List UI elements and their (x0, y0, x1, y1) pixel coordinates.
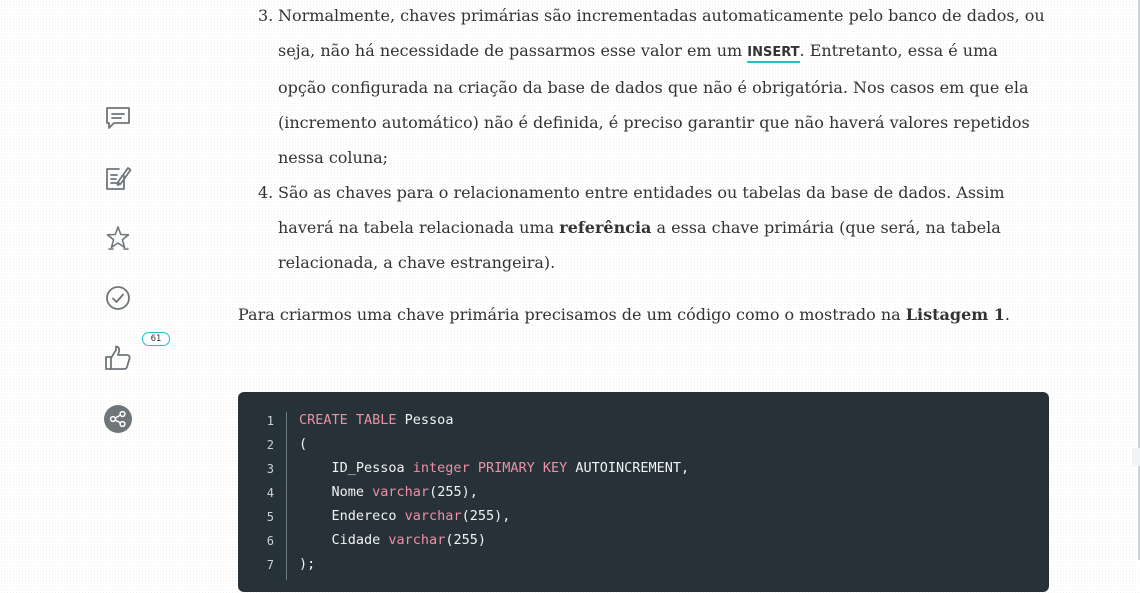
code-identifier: Nome (331, 484, 373, 500)
code-indent (299, 508, 332, 524)
article-action-sidebar (98, 0, 178, 593)
line-number: 4 (266, 486, 274, 500)
list-number: 4. (258, 183, 274, 202)
code-identifier: ID_Pessoa (331, 460, 413, 476)
line-number: 1 (266, 414, 274, 428)
paragraph-end: . (1004, 305, 1010, 324)
code-text: (255), (429, 484, 478, 500)
code-text: AUTOINCREMENT, (567, 460, 690, 476)
article-body (238, 0, 1050, 324)
bold-term: referência (559, 218, 652, 237)
favorite-button[interactable] (104, 224, 132, 252)
line-number: 3 (266, 462, 274, 476)
code-line (299, 504, 689, 528)
code-identifier: Pessoa (396, 412, 454, 428)
code-keyword: PRIMARY KEY (477, 460, 568, 476)
code-line: ); (299, 556, 316, 572)
line-number: 7 (266, 558, 274, 572)
list-item-text: São as chaves para o relacionamento entre entidades ou tabelas da base de dados. Assim haverá na tabela relacionada uma (278, 183, 1005, 237)
scrollbar-thumb[interactable] (1132, 448, 1140, 466)
edit-icon (104, 164, 132, 192)
code-keyword: CREATE TABLE (299, 412, 397, 428)
line-number: 6 (266, 534, 274, 548)
ordered-list (238, 0, 1050, 280)
list-item-3 (238, 0, 1050, 175)
code-lines (299, 408, 689, 576)
comments-button[interactable] (104, 104, 132, 132)
mark-read-button[interactable] (104, 284, 132, 312)
intro-paragraph (238, 297, 1010, 332)
share-icon (104, 405, 132, 433)
code-text: (255), (461, 508, 511, 524)
thumbs-up-icon (104, 344, 132, 372)
line-number-gutter (238, 409, 286, 577)
code-type: varchar (388, 532, 446, 548)
paragraph-text: Para criarmos uma chave primária precisamos de um código como o mostrado na (238, 305, 906, 324)
code-identifier: Endereco (331, 508, 405, 524)
code-type: integer (412, 460, 470, 476)
likes-count-badge: 61 (142, 332, 170, 346)
code-indent (299, 460, 332, 476)
code-type: varchar (372, 484, 430, 500)
line-number: 5 (266, 510, 274, 524)
check-circle-icon (104, 284, 132, 312)
list-item-text-cont: a essa chave primária (que será, na tabela relacionada, a chave estrangeira). (278, 218, 1001, 272)
code-type: varchar (404, 508, 462, 524)
annotate-button[interactable] (104, 164, 132, 192)
code-space (470, 460, 478, 476)
code-identifier: Cidade (331, 532, 389, 548)
inline-code-insert: INSERT (747, 45, 799, 63)
comment-icon (104, 104, 132, 132)
list-item-text: Normalmente, chaves primárias são incrementadas automaticamente pelo banco de dados, ou seja, não há necessidade de passarmos esse valor em um (278, 6, 1045, 60)
list-item-text-cont: . Entretanto, essa é uma opção configurada na criação da base de dados que não é obrigatória. Nos casos em que ela (incremento automático) não é definida, é preciso garantir que não haverá valores repetidos nessa coluna; (278, 41, 1030, 167)
like-button[interactable] (104, 334, 162, 372)
code-line (299, 528, 689, 552)
listing-reference: Listagem 1 (905, 305, 1005, 324)
code-line (299, 456, 689, 480)
gutter-divider (286, 412, 287, 580)
share-button[interactable] (104, 405, 132, 433)
line-number: 2 (266, 438, 274, 452)
code-indent (299, 484, 332, 500)
code-listing[interactable] (238, 392, 1049, 592)
list-item-4 (238, 175, 1050, 280)
star-icon (104, 224, 132, 252)
code-line (299, 408, 689, 432)
code-line (299, 480, 689, 504)
code-text: (255) (445, 532, 486, 548)
list-number: 3. (258, 6, 274, 25)
code-indent (299, 532, 332, 548)
code-line: ( (299, 436, 308, 452)
